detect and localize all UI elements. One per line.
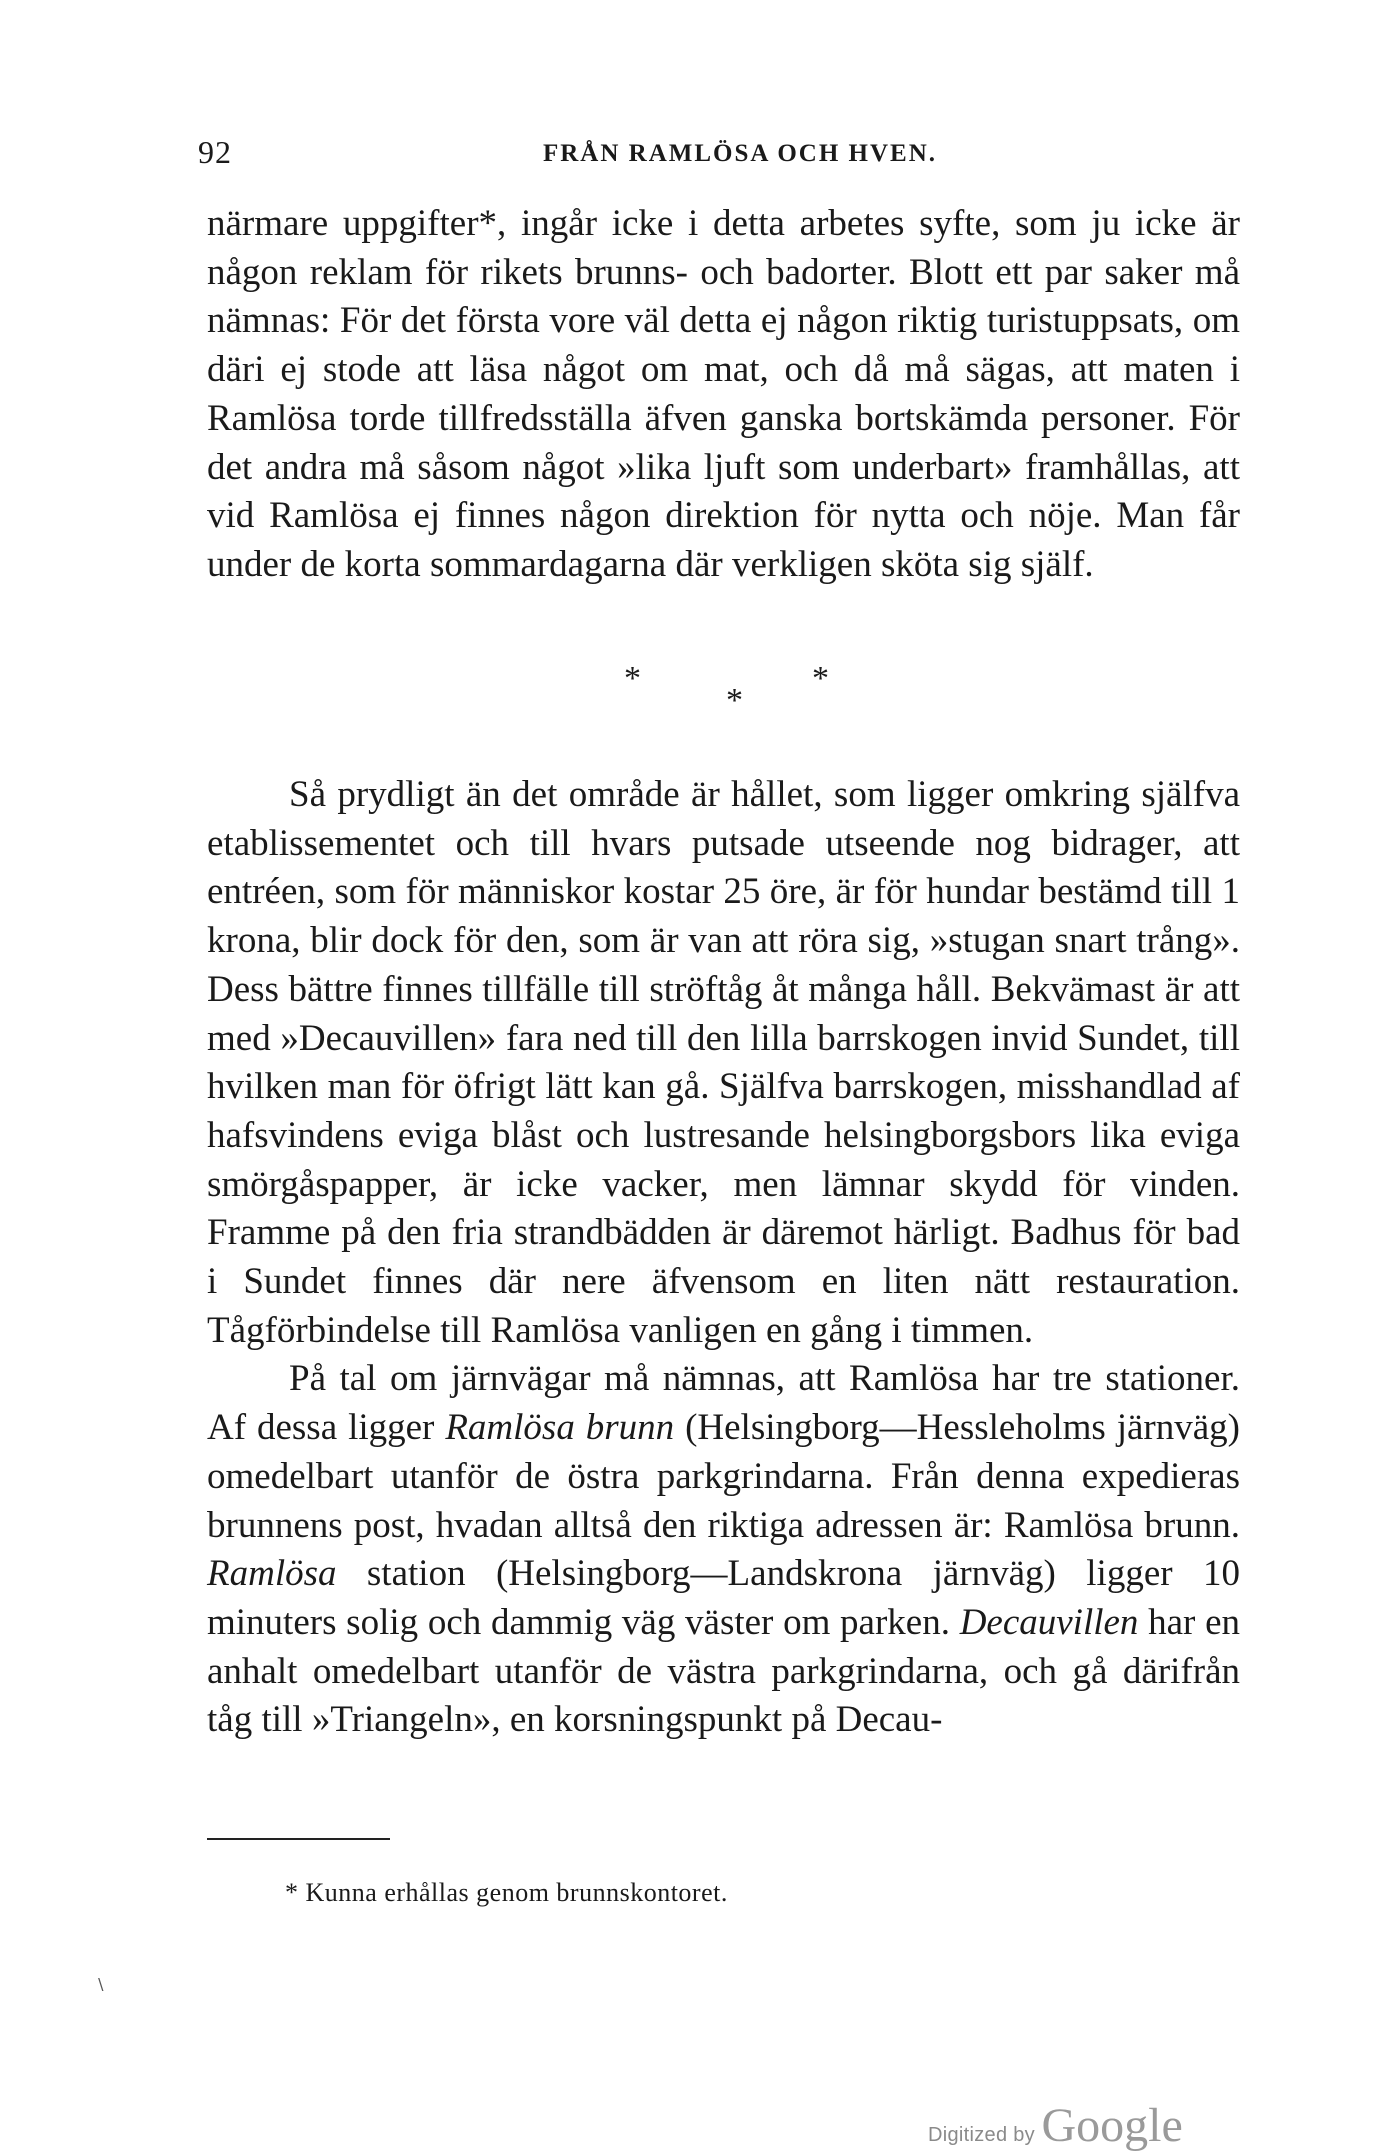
page-number: 92 (198, 134, 232, 170)
text-block-main (207, 771, 1240, 1745)
station-name-italic: Ramlösa (207, 1553, 337, 1595)
paragraph (207, 1355, 1240, 1745)
separator-star: * (624, 660, 641, 697)
paragraph-text: har en anhalt omedelbart utanför de västra parkgrindarna, och gå därifrån tåg till »Triangeln», en korsningspunkt på Decau- (207, 1601, 1241, 1741)
paragraph-text: På tal om järnvägar må nämnas, att Ramlösa har tre stationer. Af dessa ligger (207, 1358, 1240, 1449)
paragraph: Så prydligt än det område är hållet, som ligger omkring själfva etablissementet och till hvars putsade utseende nog bidrager, att entréen, som för människor kostar 25 öre, är för hundar bestämd till 1 krona, blir dock för den, som är van att röra sig, »stugan snart trång». Dess bättre finnes tillfälle till ströftåg åt många håll. Bekvämast är att med »Decauvillen» fara ned till den lilla barrskogen invid Sundet, till hvilken man för öfrigt lätt kan gå. Själfva barrskogen, misshandlad af hafsvindens eviga blåst och lustresande helsingborgsbors lika eviga smörgåspapper, är icke vacker, men lämnar skydd för vinden. Framme på den fria strandbädden är däremot härligt. Badhus för bad i Sundet finnes där nere äfvensom en liten nätt restauration. Tågförbindelse till Ramlösa vanligen en gång i timmen. (207, 774, 1240, 1351)
footnote-rule (207, 1838, 390, 1840)
paragraph-text: (Helsingborg—Hessleholms järnväg) omedelbart utanför de östra parkgrindarna. Från denna expedieras brunnens post, hvadan alltså den riktiga adressen är: Ramlösa brunn. (207, 1407, 1240, 1546)
section-separator (0, 660, 1400, 720)
station-name-italic: Ramlösa brunn (445, 1407, 675, 1449)
digitized-watermark (928, 2098, 1183, 2153)
separator-star: * (812, 660, 829, 697)
railway-name-italic: Decauvillen (959, 1601, 1139, 1643)
paragraph-text: station (Helsingborg—Landskrona järnväg) ligger 10 minuters solig och dammig väg väster om parken. (207, 1553, 1240, 1643)
scan-mark: ∖ (95, 1977, 106, 1994)
paragraph-continued: närmare uppgifter*, ingår icke i detta arbetes syfte, som ju icke är någon reklam för rikets brunns- och badorter. Blott ett par saker må nämnas: För det första vore väl detta ej någon riktig turistuppsats, om däri ej stode att läsa något om mat, och då må sägas, att maten i Ramlösa torde tillfredsställa äfven ganska bortskämda personer. För det andra må såsom något »lika ljuft som underbart» framhållas, att vid Ramlösa ej finnes någon direktion för nytta och nöje. Man får under de korta sommardagarna där verkligen sköta sig själf. (207, 203, 1240, 585)
google-logo: Google (1041, 2099, 1183, 2152)
running-head: FRÅN RAMLÖSA OCH HVEN. (542, 140, 937, 167)
separator-star: * (726, 682, 743, 719)
footnote: * Kunna erhållas genom brunnskontoret. (285, 1878, 728, 1907)
watermark-prefix: Digitized by (928, 2124, 1035, 2146)
text-block-top (207, 200, 1240, 590)
